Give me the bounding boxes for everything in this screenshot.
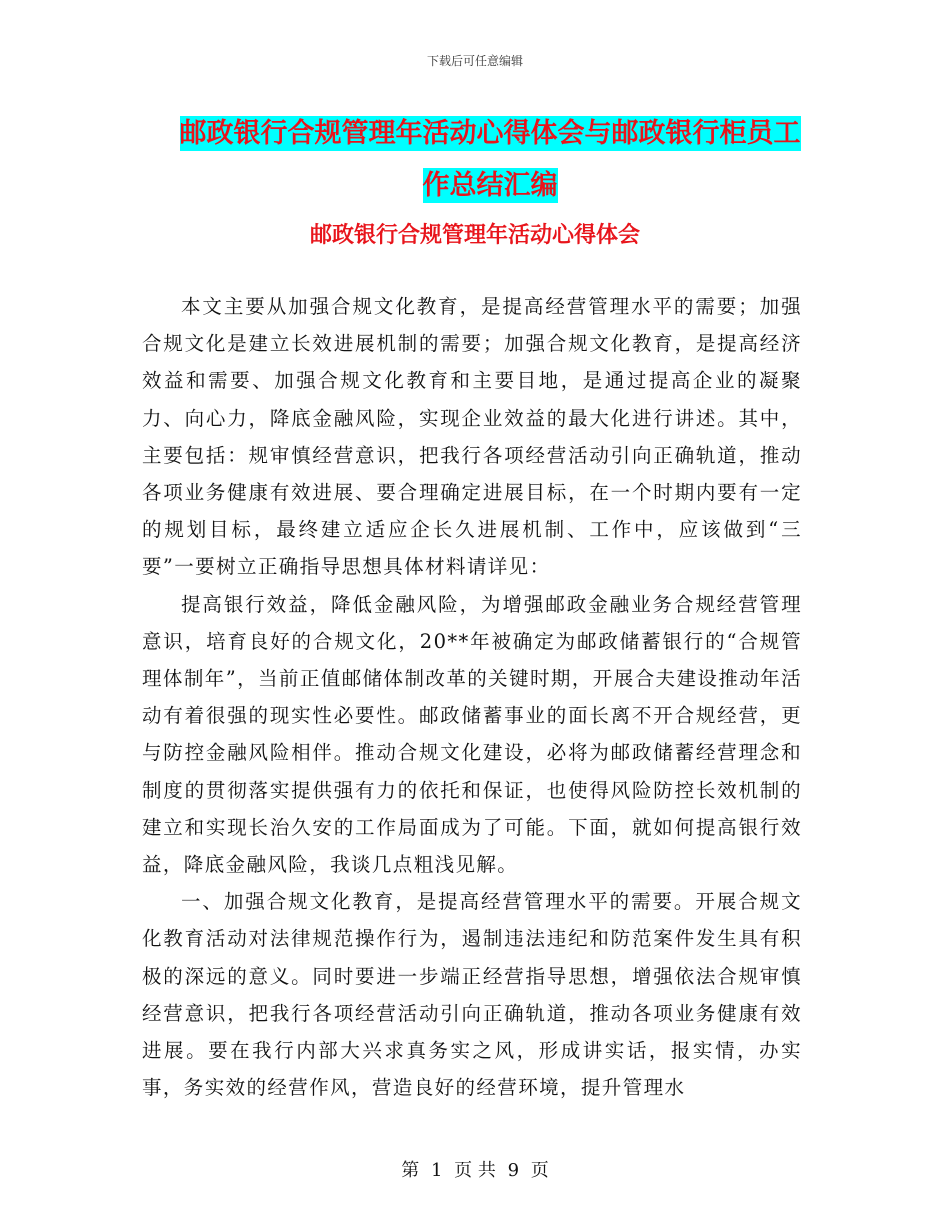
document-title-line-2: 作总结汇编 bbox=[422, 170, 558, 201]
header-note: 下载后可任意编辑 bbox=[426, 54, 523, 68]
paragraph-1: 本文主要从加强合规文化教育，是提高经营管理水平的需要；加强合规文化是建立长效进展机制的需要；加强合规文化教育，是提高经济效益和需要、加强合规文化教育和主要目地，是通过提高企业的凝聚力、向心力，降底金融风险，实现企业效益的最大化进行讲述。其中，主要包括：规审慎经营意识，把我行各项经营活动引向正确轨道，推动各项业务健康有效进展、要合理确定进展目标，在一个时期内要有一定的规划目标，最终建立适应企长久进展机制、工作中，应该做到“三要”一要树立正确指导思想具体材料请详见： bbox=[142, 295, 802, 579]
paragraph-3: 一、加强合规文化教育，是提高经营管理水平的需要。开展合规文化教育活动对法律规范操作行为，遏制违法违纪和防范案件发生具有积极的深远的意义。同时要进一步端正经营指导思想，增强依法合规审慎经营意识，把我行各项经营活动引向正确轨道，推动各项业务健康有效进展。要在我行内部大兴求真务实之风，形成讲实话，报实情，办实事，务实效的经营作风，营造良好的经营环境，提升管理水 bbox=[142, 890, 802, 1100]
paragraph-2: 提高银行效益，降低金融风险，为增强邮政金融业务合规经营管理意识，培育良好的合规文化，20**年被确定为邮政储蓄银行的“合规管理体制年”，当前正值邮储体制改革的关键时期，开展合夫建设推动年活动有着很强的现实性必要性。邮政储蓄事业的面长离不开合规经营，更与防控金融风险相伴。推动合规文化建设，必将为邮政储蓄经营理念和制度的贯彻落实提供强有力的依托和保证，也使得风险防控长效机制的建立和实现长治久安的工作局面成为了可能。下面，就如何提高银行效益，降底金融风险，我谈几点粗浅见解。 bbox=[142, 592, 802, 877]
footer-total-pages: 9 bbox=[507, 1160, 520, 1181]
page-footer bbox=[0, 1156, 950, 1182]
footer-page-number: 1 bbox=[430, 1160, 443, 1181]
body-text bbox=[142, 288, 802, 1106]
footer-mid: 页 共 bbox=[454, 1160, 496, 1181]
footer-prefix: 第 bbox=[401, 1160, 420, 1181]
section-title: 邮政银行合规管理年活动心得体会 bbox=[309, 223, 640, 248]
footer-suffix: 页 bbox=[530, 1160, 549, 1181]
document-title-line-1: 邮政银行合规管理年活动心得体会与邮政银行柜员工 bbox=[179, 118, 801, 149]
document-title bbox=[150, 108, 830, 212]
